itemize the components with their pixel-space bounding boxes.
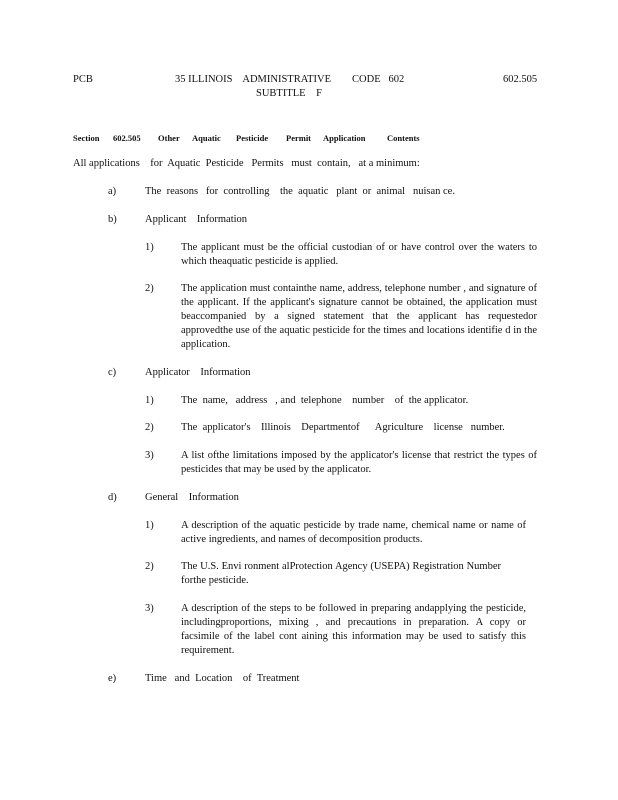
item-b1-text: The applicant must be the official custodian of or have control over the waters to which theaquatic pesticide is applied. <box>181 242 537 267</box>
item-c2-label: 2) <box>145 422 154 433</box>
item-c3-label: 3) <box>145 450 154 461</box>
item-d2-text: The U.S. Envi ronment alProtection Agency (USEPA) Registration Number forthe pesticide. <box>181 561 501 586</box>
section-word: Section <box>73 133 100 143</box>
item-b-heading: Applicant Information <box>145 214 248 225</box>
item-b2-label: 2) <box>145 283 154 294</box>
item-b1-label: 1) <box>145 242 154 253</box>
header-left: PCB <box>73 74 93 85</box>
item-b-label: b) <box>108 214 117 225</box>
section-title-word: Aquatic <box>192 133 221 143</box>
header-title: 35 ILLINOIS ADMINISTRATIVE CODE 602 <box>175 74 405 85</box>
item-a-text: The reasons for controlling the aquatic plant or animal nuisan ce. <box>145 186 455 197</box>
item-c1-text: The name, address , and telephone number of the applicator. <box>181 395 469 406</box>
item-a-label: a) <box>108 186 117 197</box>
item-d1-label: 1) <box>145 520 154 531</box>
header-subtitle: SUBTITLE F <box>256 88 322 99</box>
item-e-heading: Time and Location of Treatment <box>145 673 300 684</box>
item-c2-text: The applicator's Illinois Departmentof Agriculture license number. <box>181 422 505 433</box>
item-c-heading: Applicator Information <box>145 367 251 378</box>
section-title-word: Permit <box>286 133 312 143</box>
item-e-label: e) <box>108 673 117 684</box>
section-title-word: Pesticide <box>236 133 269 143</box>
item-d3-text: A description of the steps to be followed in preparing andapplying the pesticide, includingproportions, mixing , and precautions in preparation. A copy or facsimile of the label cont aining this information may be used to satisfy this requirement. <box>181 603 526 656</box>
item-d-label: d) <box>108 492 117 503</box>
header-right: 602.505 <box>503 74 538 85</box>
item-d3-label: 3) <box>145 603 154 614</box>
item-c-label: c) <box>108 367 117 378</box>
section-number: 602.505 <box>113 133 141 143</box>
section-title-word: Other <box>158 133 180 143</box>
item-d1-text: A description of the aquatic pesticide by trade name, chemical name or name of active ingredients, and names of decomposition products. <box>181 520 526 545</box>
item-c1-label: 1) <box>145 395 154 406</box>
item-b2-text: The application must containthe name, address, telephone number , and signature of the applicant. If the applicant's signature cannot be obtained, the application must beaccompanied by a signed statement that the applicant has requestedor approvedthe use of the aquatic pesticide for the times and locations identifie d in the application. <box>181 283 537 350</box>
item-c3-text: A list ofthe limitations imposed by the applicator's license that restrict the types of pesticides that may be used by the applicator. <box>181 450 537 475</box>
item-d2-label: 2) <box>145 561 154 572</box>
intro-text: All applications for Aquatic Pesticide Permits must contain, at a minimum: <box>73 158 420 169</box>
section-title-word: Contents <box>387 133 420 143</box>
section-title-word: Application <box>323 133 366 143</box>
item-d-heading: General Information <box>145 492 239 503</box>
